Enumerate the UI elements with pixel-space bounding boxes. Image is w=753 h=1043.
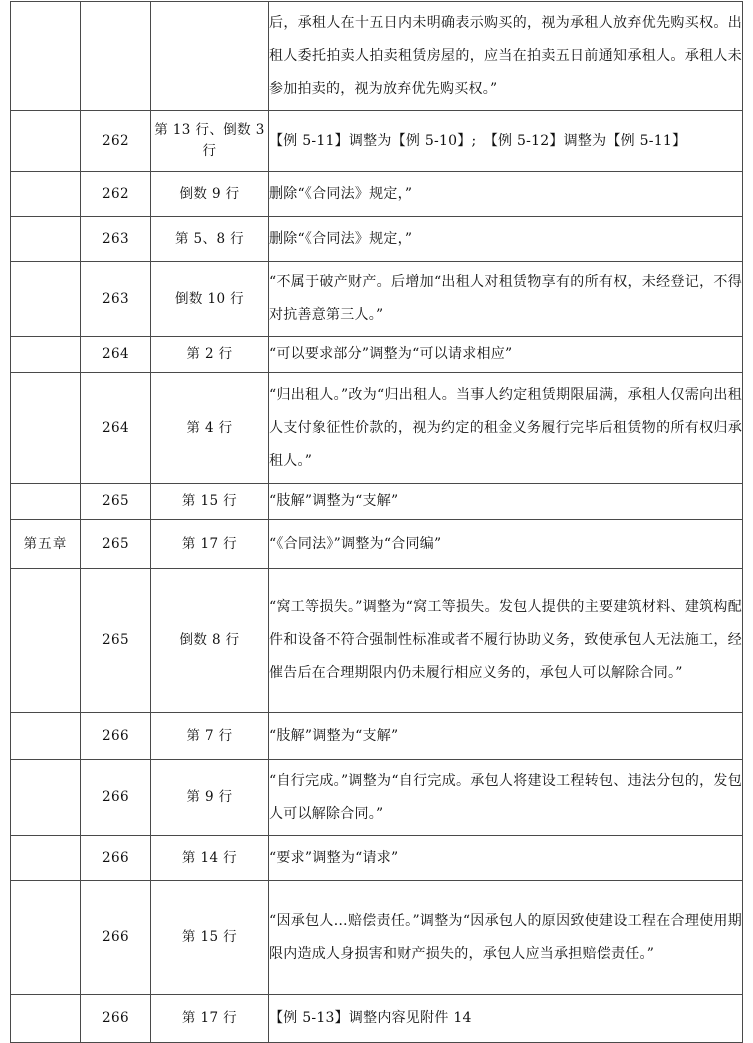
table-row [11,2,743,111]
table-row [11,111,743,172]
cell-content: “归出租人。”改为“归出租人。当事人约定租赁期限届满，承租人仅需向出租人支付象征性价款的，视为约定的租金义务履行完毕后租赁物的所有权归承租人。” [269,373,743,484]
cell-line: 第 14 行 [151,836,269,881]
cell-content: “肢解”调整为“支解” [269,484,743,520]
cell-line: 第 15 行 [151,881,269,995]
cell-chapter [11,217,81,262]
cell-page: 265 [81,520,151,569]
errata-table-body [11,2,743,1043]
table-row [11,484,743,520]
table-row [11,760,743,836]
cell-content: “自行完成。”调整为“自行完成。承包人将建设工程转包、违法分包的，发包人可以解除合同。” [269,760,743,836]
table-row [11,172,743,217]
cell-line: 第 17 行 [151,520,269,569]
cell-content: 【例 5-11】调整为【例 5-10】; 【例 5-12】调整为【例 5-11】 [269,111,743,172]
cell-chapter [11,337,81,373]
cell-page: 266 [81,713,151,760]
cell-page: 266 [81,760,151,836]
cell-page: 266 [81,836,151,881]
cell-content: “不属于破产财产。后增加“出租人对租赁物享有的所有权，未经登记，不得对抗善意第三人。” [269,262,743,337]
cell-page: 264 [81,337,151,373]
cell-chapter [11,569,81,713]
cell-page: 263 [81,262,151,337]
cell-line: 倒数 9 行 [151,172,269,217]
cell-content: “肢解”调整为“支解” [269,713,743,760]
cell-content: “要求”调整为“请求” [269,836,743,881]
cell-line [151,2,269,111]
cell-page: 264 [81,373,151,484]
cell-content: “可以要求部分”调整为“可以请求相应” [269,337,743,373]
cell-chapter [11,111,81,172]
cell-line: 第 4 行 [151,373,269,484]
cell-line: 第 9 行 [151,760,269,836]
cell-content: “因承包人…赔偿责任。”调整为“因承包人的原因致使建设工程在合理使用期限内造成人身损害和财产损失的，承包人应当承担赔偿责任。” [269,881,743,995]
cell-page: 265 [81,484,151,520]
cell-page: 266 [81,881,151,995]
cell-chapter [11,373,81,484]
table-row [11,373,743,484]
cell-content: 后，承租人在十五日内未明确表示购买的，视为承租人放弃优先购买权。出租人委托拍卖人拍卖租赁房屋的，应当在拍卖五日前通知承租人。承租人未参加拍卖的，视为放弃优先购买权。” [269,2,743,111]
cell-content: “《合同法》”调整为“合同编” [269,520,743,569]
cell-chapter [11,484,81,520]
cell-chapter [11,262,81,337]
cell-chapter [11,881,81,995]
cell-content: 删除“《合同法》规定，” [269,172,743,217]
table-row [11,995,743,1043]
cell-content: 删除“《合同法》规定，” [269,217,743,262]
table-row [11,337,743,373]
cell-chapter [11,760,81,836]
cell-line: 第 15 行 [151,484,269,520]
cell-chapter [11,2,81,111]
cell-chapter [11,172,81,217]
cell-content: 【例 5-13】调整内容见附件 14 [269,995,743,1043]
table-row [11,217,743,262]
cell-page: 263 [81,217,151,262]
cell-chapter [11,713,81,760]
table-row [11,569,743,713]
cell-page: 262 [81,172,151,217]
cell-line: 第 7 行 [151,713,269,760]
table-row [11,713,743,760]
table-row [11,262,743,337]
cell-line: 第 5、8 行 [151,217,269,262]
cell-line: 第 17 行 [151,995,269,1043]
table-row [11,520,743,569]
cell-chapter [11,995,81,1043]
cell-line: 倒数 8 行 [151,569,269,713]
cell-page: 265 [81,569,151,713]
cell-line: 倒数 10 行 [151,262,269,337]
cell-page [81,2,151,111]
cell-content: “窝工等损失。”调整为“窝工等损失。发包人提供的主要建筑材料、建筑构配件和设备不符合强制性标准或者不履行协助义务，致使承包人无法施工，经催告后在合理期限内仍未履行相应义务的，承包人可以解除合同。” [269,569,743,713]
cell-page: 262 [81,111,151,172]
table-row [11,881,743,995]
cell-line: 第 13 行、倒数 3 行 [151,111,269,172]
errata-table [10,1,743,1043]
cell-chapter-label: 第五章 [11,520,81,569]
cell-line: 第 2 行 [151,337,269,373]
cell-chapter [11,836,81,881]
cell-page: 266 [81,995,151,1043]
table-row [11,836,743,881]
